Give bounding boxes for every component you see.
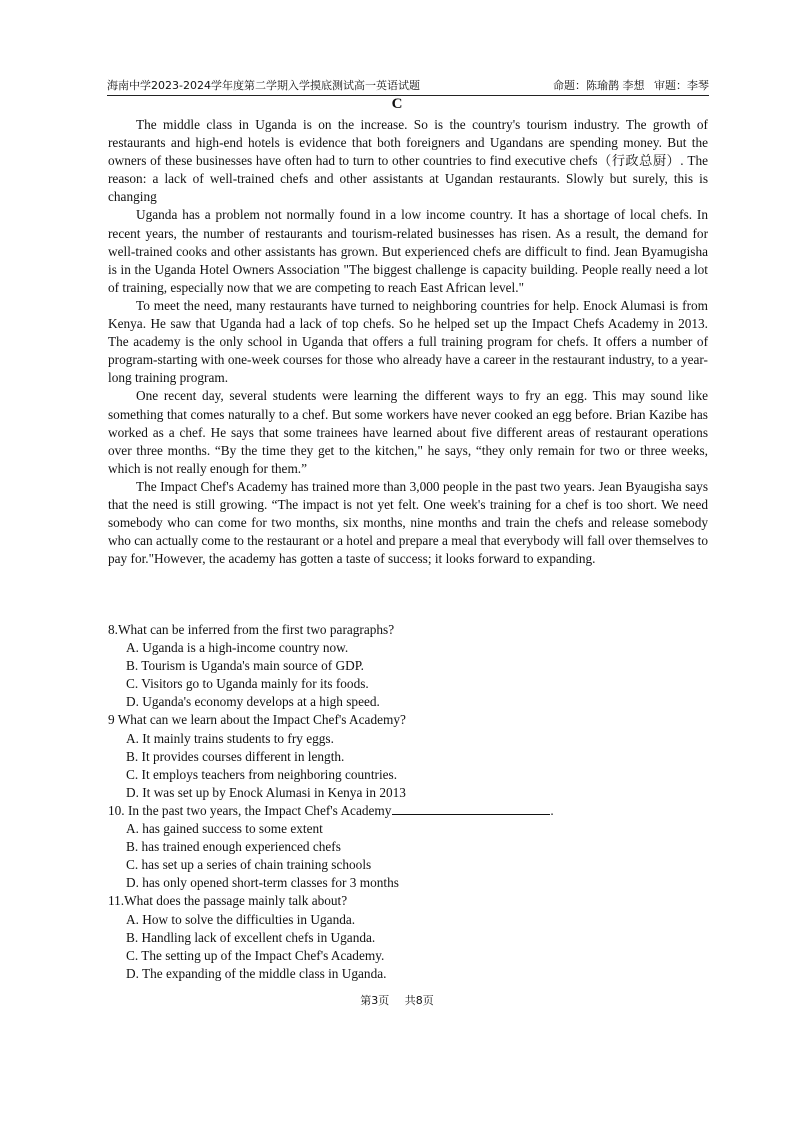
question-9 bbox=[108, 711, 708, 801]
option-d: D. The expanding of the middle class in Uganda. bbox=[126, 965, 387, 981]
option-b: B. It provides courses different in length. bbox=[126, 748, 345, 764]
question-list bbox=[108, 621, 708, 983]
option-a: A. Uganda is a high-income country now. bbox=[126, 640, 349, 656]
option-b: B. Tourism is Uganda's main source of GDP. bbox=[126, 658, 364, 674]
section-letter: C bbox=[391, 96, 403, 112]
paragraph: To meet the need, many restaurants have turned to neighboring countries for help. Enock Alumasi is from Kenya. He saw that Uganda had a lack of top chefs. So he helped set up the Impact Chefs Academy in 2013. The academy is the only school in Uganda that offers a full training program for chefs. It offers a number of program-starting with one-week courses for those who already have a career in the restaurant industry, to a year-long training program. bbox=[108, 297, 708, 386]
page-footer bbox=[0, 992, 794, 1008]
option-b: B. Handling lack of excellent chefs in Uganda. bbox=[126, 929, 376, 945]
question-11 bbox=[108, 892, 708, 982]
option-b: B. has trained enough experienced chefs bbox=[126, 839, 341, 855]
paragraph: Uganda has a problem not normally found in a low income country. It has a shortage of local chefs. In recent years, the number of restaurants and tourism-related businesses has risen. As a result, the demand for well-trained cooks and other assistants has grown. But experienced chefs are difficult to find. Jean Byamugisha is in the Uganda Hotel Owners Association "The biggest challenge is capacity building. People really need a lot of training, especially now that we are competing to reach East African level." bbox=[108, 207, 708, 295]
question-stem-line bbox=[108, 802, 708, 820]
option-c: C. It employs teachers from neighboring countries. bbox=[126, 766, 398, 782]
option-d: D. Uganda's economy develops at a high speed. bbox=[126, 694, 380, 710]
question-stem: 11.What does the passage mainly talk about? bbox=[108, 893, 348, 909]
paragraph: The Impact Chef's Academy has trained more than 3,000 people in the past two years. Jean Byaugisha says that the need is still growing. “The impact is not yet felt. One week's training for a chef is too short. We need somebody who can come for two months, six months, nine months and train the chefs and release somebody who can actually come to the restaurant or a hotel and prepare a meal that everybody will fall over themselves to pay for."However, the academy has gotten a taste of success; it looks forward to expanding. bbox=[108, 478, 708, 567]
paragraph: One recent day, several students were learning the different ways to fry an egg. This may sound like something that comes naturally to a chef. But some workers have never cooked an egg before. Brian Kazibe has worked as a chef. He says that some trainees have learned about five different areas of restaurant operations over three months. “By the time they get to the kitchen," he says, “they only remain for two or three weeks, which is not really enough for them.” bbox=[108, 388, 708, 476]
page-number: 第3页 bbox=[360, 994, 390, 1007]
option-c: C. The setting up of the Impact Chef's Academy. bbox=[126, 947, 385, 963]
question-stem: 9 What can we learn about the Impact Chef's Academy? bbox=[108, 712, 406, 728]
reviewer: 审题：李琴 bbox=[654, 79, 709, 92]
question-8 bbox=[108, 621, 708, 711]
reading-passage bbox=[108, 116, 708, 568]
question-10 bbox=[108, 802, 708, 892]
question-stem-end: . bbox=[550, 802, 554, 818]
header-credits bbox=[547, 78, 709, 93]
setters: 命题：陈瑜鹊 李想 bbox=[553, 79, 645, 92]
page-header bbox=[107, 78, 709, 96]
paragraph: The middle class in Uganda is on the increase. So is the country's tourism industry. The growth of restaurants and high-end hotels is evidence that both foreigners and Ugandans are spending money. But the owners of these businesses have often had to turn to other countries to find executive chefs（行政总厨）. The reason: a lack of well-trained chefs and other assistants at Ugandan restaurants. Slowly but surely, this is changing bbox=[108, 117, 708, 205]
answer-blank[interactable] bbox=[392, 802, 550, 815]
question-stem: 10. In the past two years, the Impact Chef's Academy bbox=[108, 802, 392, 818]
page-total: 共8页 bbox=[404, 994, 434, 1007]
option-c: C. Visitors go to Uganda mainly for its foods. bbox=[126, 676, 369, 692]
option-c: C. has set up a series of chain training schools bbox=[126, 857, 372, 873]
option-d: D. It was set up by Enock Alumasi in Kenya in 2013 bbox=[126, 784, 406, 800]
option-a: A. How to solve the difficulties in Uganda. bbox=[126, 911, 356, 927]
question-stem: 8.What can be inferred from the first two paragraphs? bbox=[108, 622, 395, 637]
exam-title: 海南中学2023-2024学年度第二学期入学摸底测试高一英语试题 bbox=[107, 79, 420, 92]
option-a: A. has gained success to some extent bbox=[126, 821, 323, 837]
option-a: A. It mainly trains students to fry eggs. bbox=[126, 730, 334, 746]
option-d: D. has only opened short-term classes for 3 months bbox=[126, 875, 399, 891]
